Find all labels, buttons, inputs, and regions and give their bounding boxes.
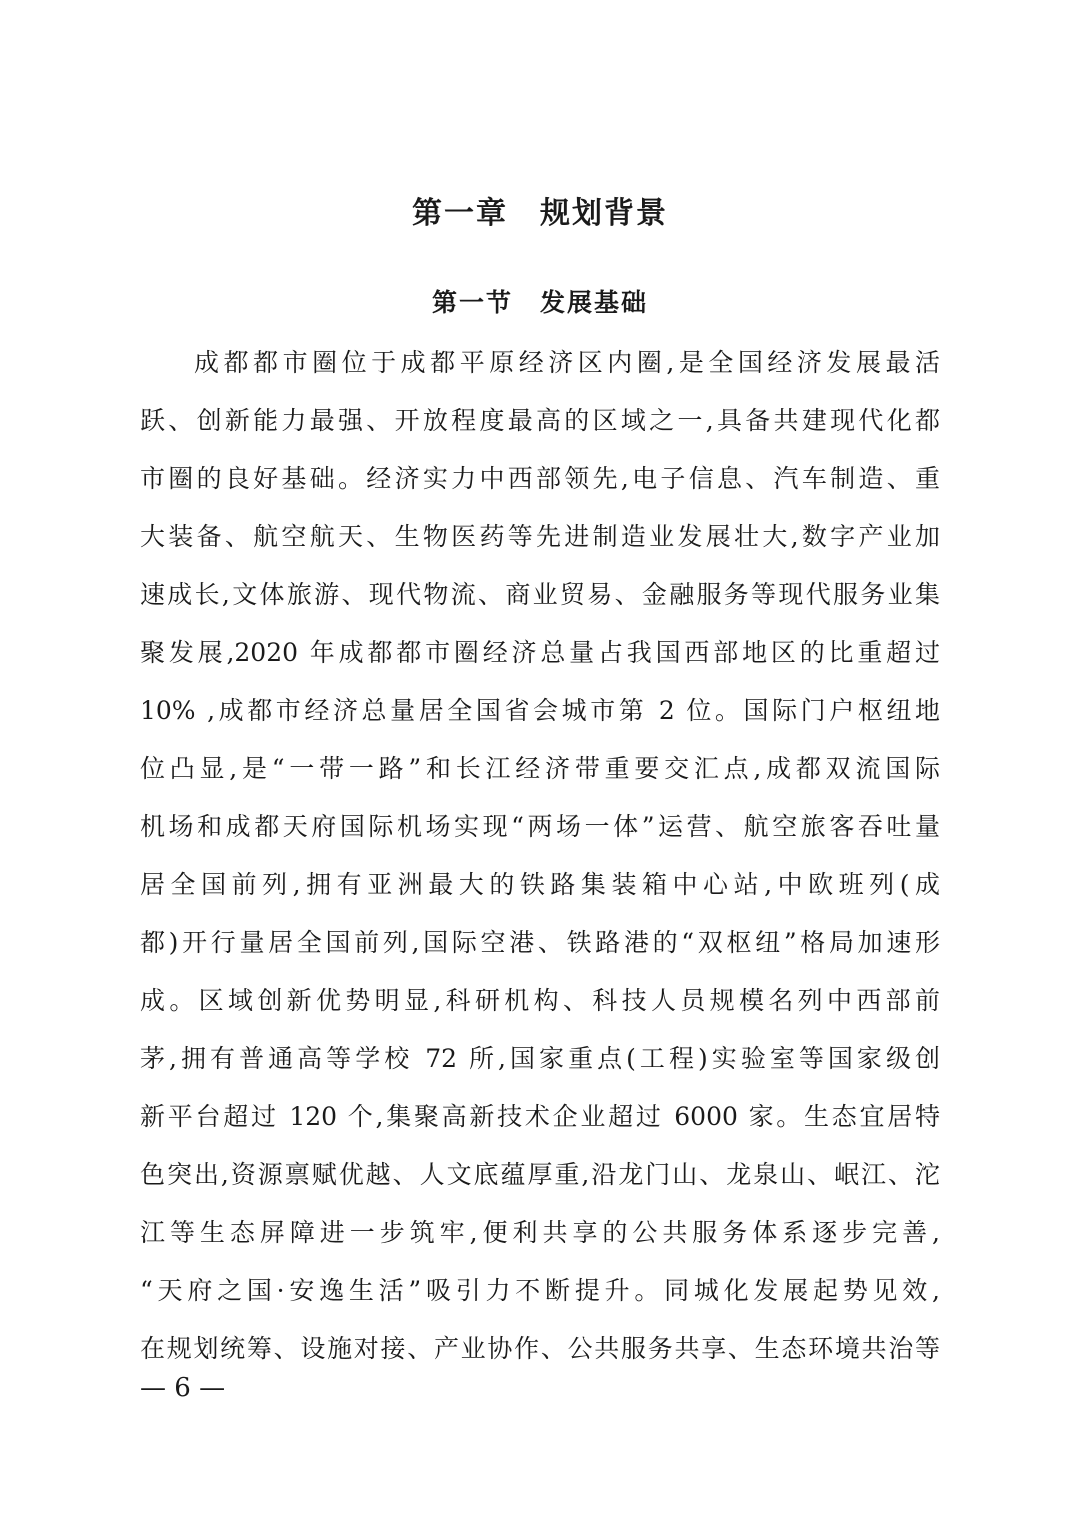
paragraph-line: “天府之国·安逸生活”吸引力不断提升。同城化发展起势见效, (140, 1276, 940, 1305)
section-title: 第一节 发展基础 (431, 288, 648, 317)
paragraph-line: 成。区域创新优势明显,科研机构、科技人员规模名列中西部前 (140, 986, 940, 1015)
paragraph-line: 在规划统筹、设施对接、产业协作、公共服务共享、生态环境共治等 (140, 1334, 940, 1363)
paragraph-line: 位凸显,是“一带一路”和长江经济带重要交汇点,成都双流国际 (140, 754, 940, 783)
paragraph-line: 茅,拥有普通高等学校 72 所,国家重点(工程)实验室等国家级创 (140, 1044, 940, 1073)
paragraph-line: 聚发展,2020 年成都都市圈经济总量占我国西部地区的比重超过 (140, 638, 940, 667)
paragraph-line: 新平台超过 120 个,集聚高新技术企业超过 6000 家。生态宜居特 (140, 1102, 940, 1131)
paragraph-line: 大装备、航空航天、生物医药等先进制造业发展壮大,数字产业加 (140, 522, 940, 551)
paragraph-line: 10% ,成都市经济总量居全国省会城市第 2 位。国际门户枢纽地 (140, 696, 940, 725)
paragraph-line: 成都都市圈位于成都平原经济区内圈,是全国经济发展最活 (194, 348, 940, 377)
paragraph-line: 都)开行量居全国前列,国际空港、铁路港的“双枢纽”格局加速形 (140, 928, 940, 957)
paragraph-line: 居全国前列,拥有亚洲最大的铁路集装箱中心站,中欧班列(成 (140, 870, 940, 899)
chapter-title: 第一章 规划背景 (412, 196, 668, 231)
paragraph-line: 速成长,文体旅游、现代物流、商业贸易、金融服务等现代服务业集 (140, 580, 940, 609)
paragraph-line: 市圈的良好基础。经济实力中西部领先,电子信息、汽车制造、重 (140, 464, 940, 493)
page-number: — 6 — (140, 1373, 226, 1403)
paragraph-line: 色突出,资源禀赋优越、人文底蕴厚重,沿龙门山、龙泉山、岷江、沱 (140, 1160, 940, 1189)
paragraph-line: 江等生态屏障进一步筑牢,便利共享的公共服务体系逐步完善, (140, 1218, 940, 1247)
paragraph-line: 跃、创新能力最强、开放程度最高的区域之一,具备共建现代化都 (140, 406, 940, 435)
paragraph-line: 机场和成都天府国际机场实现“两场一体”运营、航空旅客吞吐量 (140, 812, 940, 841)
